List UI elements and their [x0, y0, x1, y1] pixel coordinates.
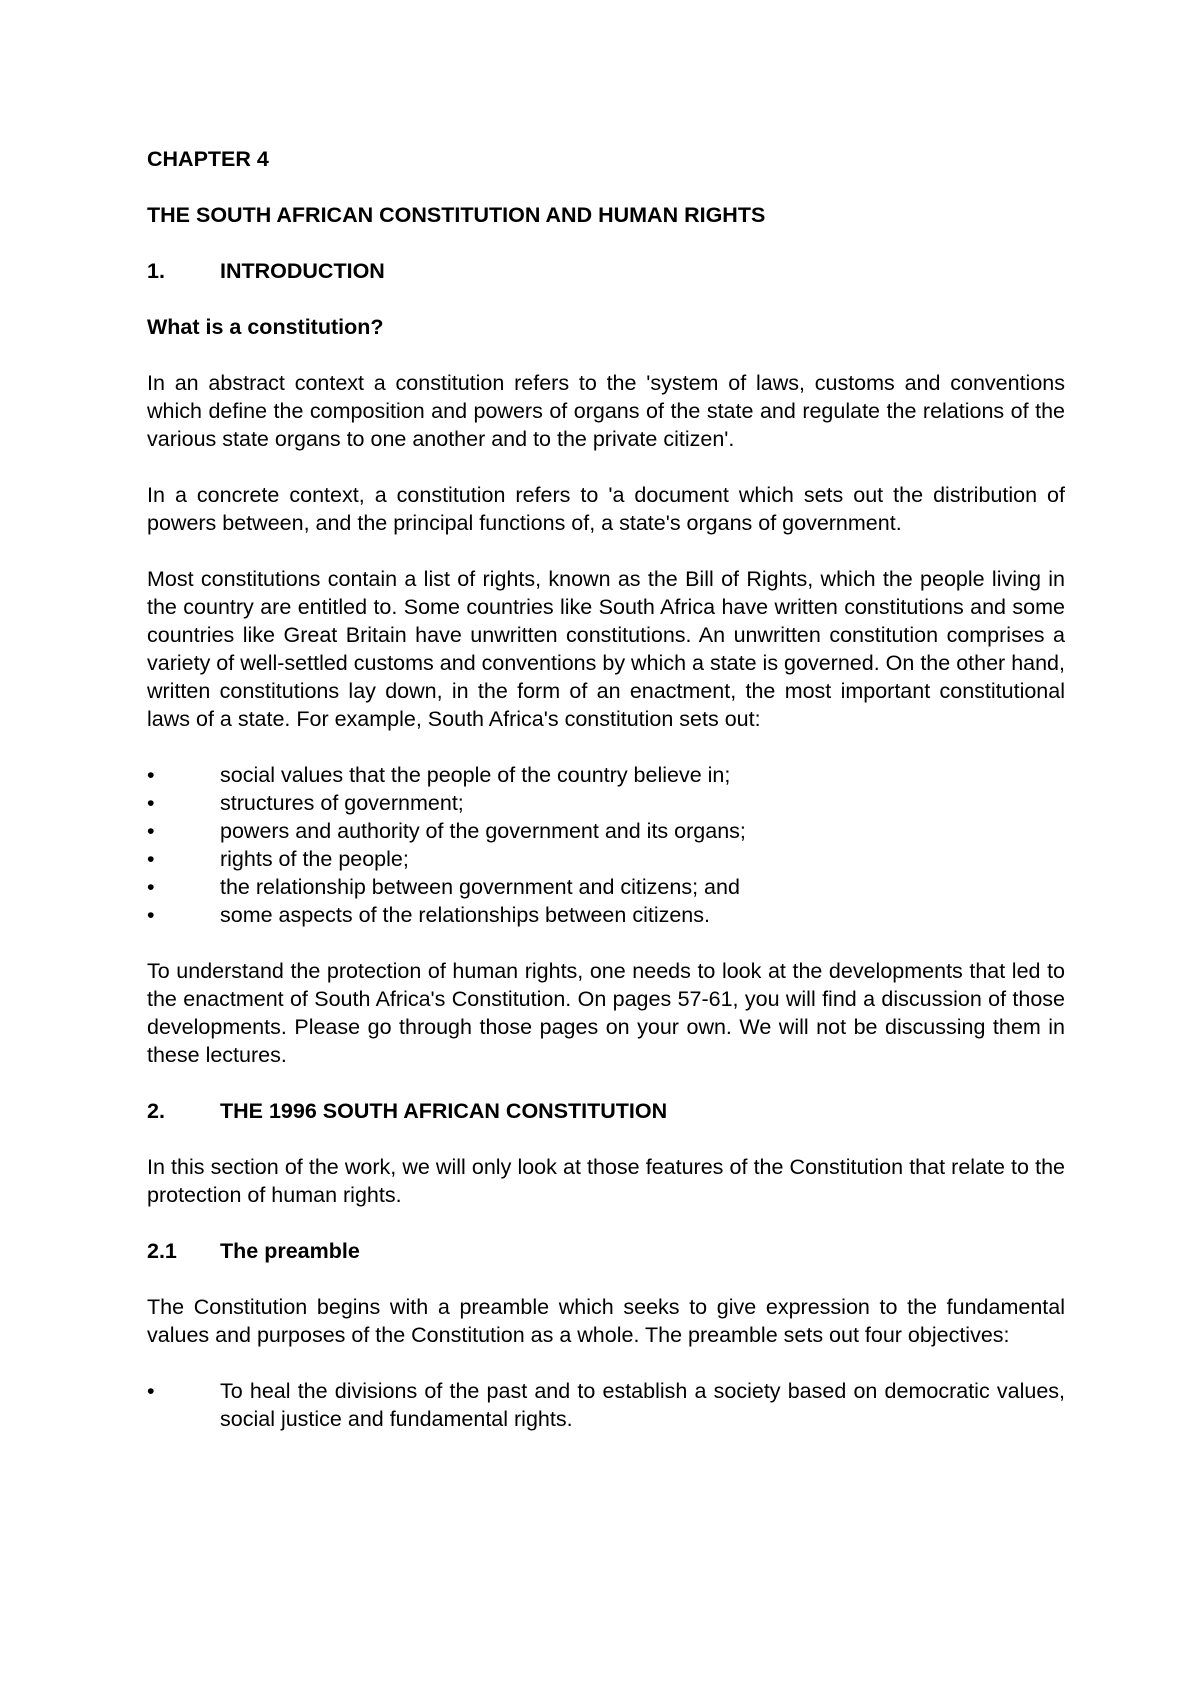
section-2-1-number: 2.1 [147, 1239, 177, 1263]
list-item-text: some aspects of the relationships between citizens. [220, 903, 710, 927]
list-item-text: social values that the people of the country believe in; [220, 763, 731, 787]
paragraph-bill-of-rights: Most constitutions contain a list of rights, known as the Bill of Rights, which the people living in the country are entitled to. Some countries like South Africa have written constitutions and some countries like Great Britain have unwritten constitutions. An unwritten constitution comprises a variety of well-settled customs and conventions by which a state is governed. On the other hand, written constitutions lay down, in the form of an enactment, the most important constitutional laws of a state. For example, South Africa's constitution sets out: [147, 567, 1065, 731]
document-page [147, 145, 1065, 1461]
list-item-text: the relationship between government and citizens; and [220, 875, 740, 899]
subheading-what-is-constitution: What is a constitution? [147, 315, 384, 339]
section-2-heading [147, 1097, 1065, 1125]
list-item [147, 873, 1065, 901]
paragraph-abstract-context: In an abstract context a constitution refers to the 'system of laws, customs and conventions which define the composition and powers of organs of the state and regulate the relations of the various state organs to one another and to the private citizen'. [147, 371, 1065, 451]
list-item [147, 845, 1065, 873]
preamble-objectives-list [147, 1377, 1065, 1433]
list-item-text: structures of government; [220, 791, 464, 815]
section-2-1-heading [147, 1237, 1065, 1265]
section-2-number: 2. [147, 1099, 165, 1123]
bullet-marker: • [147, 819, 155, 843]
bullet-marker: • [147, 847, 155, 871]
list-item [147, 761, 1065, 789]
list-item [147, 817, 1065, 845]
bullet-marker: • [147, 791, 155, 815]
list-item-text: rights of the people; [220, 847, 409, 871]
paragraph-concrete-context: In a concrete context, a constitution refers to 'a document which sets out the distribution of powers between, and the principal functions of, a state's organs of government. [147, 483, 1065, 535]
paragraph-understand-protection: To understand the protection of human rights, one needs to look at the developments that led to the enactment of South Africa's Constitution. On pages 57-61, you will find a discussion of those developments. Please go through those pages on your own. We will not be discussing them in these lectures. [147, 959, 1065, 1067]
bullet-marker: • [147, 903, 155, 927]
bullet-marker: • [147, 875, 155, 899]
list-item [147, 789, 1065, 817]
list-item-text: powers and authority of the government and its organs; [220, 819, 746, 843]
bullet-marker: • [147, 1379, 155, 1403]
section-1-heading [147, 257, 1065, 285]
list-item [147, 901, 1065, 929]
chapter-label: CHAPTER 4 [147, 147, 269, 171]
section-1-title: INTRODUCTION [220, 259, 385, 283]
bullet-marker: • [147, 763, 155, 787]
list-item-text: To heal the divisions of the past and to establish a society based on democratic values, social justice and fundamental rights. [220, 1379, 1065, 1431]
constitution-contents-list [147, 761, 1065, 929]
paragraph-preamble: The Constitution begins with a preamble which seeks to give expression to the fundamental values and purposes of the Constitution as a whole. The preamble sets out four objectives: [147, 1295, 1065, 1347]
paragraph-section-scope: In this section of the work, we will only look at those features of the Constitution that relate to the protection of human rights. [147, 1155, 1065, 1207]
chapter-title: THE SOUTH AFRICAN CONSTITUTION AND HUMAN RIGHTS [147, 203, 766, 227]
list-item [147, 1377, 1065, 1433]
section-1-number: 1. [147, 259, 165, 283]
section-2-title: THE 1996 SOUTH AFRICAN CONSTITUTION [220, 1099, 668, 1123]
section-2-1-title: The preamble [220, 1239, 360, 1263]
